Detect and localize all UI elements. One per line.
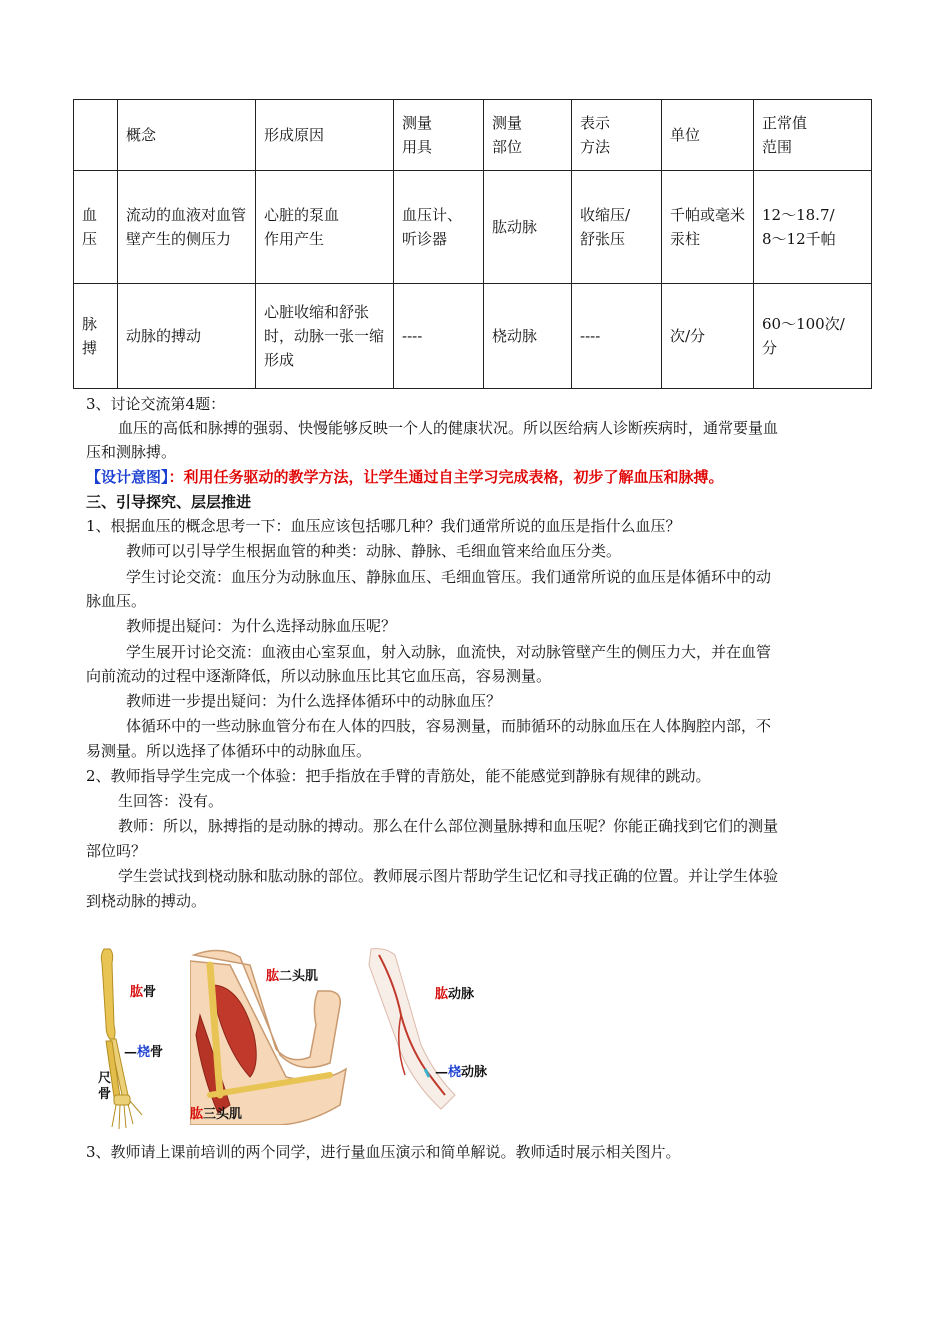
paragraph: 教师进一步提出疑问：为什么选择体循环中的动脉血压？	[126, 692, 502, 710]
question: 1、根据血压的概念思考一下：血压应该包括哪几种？我们通常所说的血压是指什么血压？	[86, 517, 681, 535]
arm-arteries-figure	[365, 945, 505, 1113]
blood-pressure-pulse-table	[73, 99, 872, 389]
paragraph: 生回答：没有。	[118, 792, 224, 810]
header-cell: 概念	[118, 100, 256, 171]
design-intent-text: ：利用任务驱动的教学方法，让学生通过自主学习完成表格，初步了解血压和脉搏。	[168, 468, 724, 486]
section-title: 三、引导探究、层层推进	[86, 493, 252, 511]
paragraph: 血压的高低和脉搏的强弱、快慢能够反映一个人的健康状况。所以医给病人诊断疾病时，通常要量血	[118, 419, 779, 437]
site-cell: 肱动脉	[484, 171, 572, 284]
table-row	[74, 284, 872, 389]
paragraph: 教师：所以，脉搏指的是动脉的搏动。那么在什么部位测量脉搏和血压呢？你能正确找到它们的测量	[118, 817, 779, 835]
header-cell: 测量 用具	[394, 100, 484, 171]
paragraph: 易测量。所以选择了体循环中的动脉血压。	[86, 742, 372, 760]
paragraph: 学生展开讨论交流：血液由心室泵血，射入动脉，血流快，对动脉管壁产生的侧压力大，并在血管	[126, 643, 772, 661]
unit-cell: 千帕或毫米汞柱	[662, 171, 754, 284]
method-cell: ----	[572, 284, 662, 389]
arm-muscles-figure	[190, 945, 350, 1125]
method-cell: 收缩压/ 舒张压	[572, 171, 662, 284]
header-cell: 形成原因	[256, 100, 394, 171]
table-header-row	[74, 100, 872, 171]
paragraph: 部位吗？	[86, 842, 147, 860]
concept-cell: 动脉的搏动	[118, 284, 256, 389]
header-cell: 表示 方法	[572, 100, 662, 171]
paragraph: 体循环中的一些动脉血管分布在人体的四肢，容易测量，而肺循环的动脉血压在人体胸腔内部，不	[126, 717, 772, 735]
cause-cell: 心脏收缩和舒张时，动脉一张一缩形成	[256, 284, 394, 389]
humerus-label: 肱骨	[130, 985, 157, 1000]
biceps-label: 肱二头肌	[266, 969, 319, 984]
paragraph: 脉血压。	[86, 592, 147, 610]
paragraph: 学生讨论交流：血压分为动脉血压、静脉血压、毛细血管压。我们通常所说的血压是体循环中的动	[126, 568, 772, 586]
site-cell: 桡动脉	[484, 284, 572, 389]
paragraph: 教师提出疑问：为什么选择动脉血压呢？	[126, 617, 397, 635]
paragraph: 向前流动的过程中逐渐降低，所以动脉血压比其它血压高，容易测量。	[86, 667, 552, 685]
question: 3、教师请上课前培训的两个同学，进行量血压演示和简单解说。教师适时展示相关图片。	[86, 1143, 681, 1161]
radius-label: —桡骨	[124, 1045, 164, 1060]
range-cell: 12～18.7/ 8～12千帕	[754, 171, 872, 284]
paragraph: 学生尝试找到桡动脉和肱动脉的部位。教师展示图片帮助学生记忆和寻找正确的位置。并让学生体验	[118, 867, 779, 885]
design-intent	[86, 465, 866, 489]
brachial-artery-label: 肱动脉	[435, 987, 475, 1002]
paragraph: 教师可以引导学生根据血管的种类：动脉、静脉、毛细血管来给血压分类。	[126, 542, 622, 560]
tool-cell: ----	[394, 284, 484, 389]
paragraph: 压和测脉搏。	[86, 443, 177, 461]
arm-bones-figure	[92, 945, 172, 1130]
row-name-cell: 脉 搏	[74, 284, 118, 389]
ulna-label: 尺 骨	[98, 1071, 112, 1102]
design-intent-label: 【设计意图】	[86, 468, 169, 486]
discuss-title: 3、讨论交流第4题：	[86, 395, 226, 413]
table-row	[74, 171, 872, 284]
header-cell: 正常值 范围	[754, 100, 872, 171]
paragraph: 到桡动脉的搏动。	[86, 892, 207, 910]
arm-arteries-illustration	[365, 945, 505, 1113]
question: 2、教师指导学生完成一个体验：把手指放在手臂的青筋处，能不能感觉到静脉有规律的跳动。	[86, 767, 711, 785]
triceps-label: 肱三头肌	[190, 1107, 243, 1122]
concept-cell: 流动的血液对血管壁产生的侧压力	[118, 171, 256, 284]
range-cell: 60～100次/ 分	[754, 284, 872, 389]
cause-cell: 心脏的泵血 作用产生	[256, 171, 394, 284]
tool-cell: 血压计、 听诊器	[394, 171, 484, 284]
radial-artery-label: —桡动脉	[435, 1065, 488, 1080]
header-cell: 单位	[662, 100, 754, 171]
header-cell	[74, 100, 118, 171]
unit-cell: 次/分	[662, 284, 754, 389]
row-name-cell: 血 压	[74, 171, 118, 284]
header-cell: 测量 部位	[484, 100, 572, 171]
